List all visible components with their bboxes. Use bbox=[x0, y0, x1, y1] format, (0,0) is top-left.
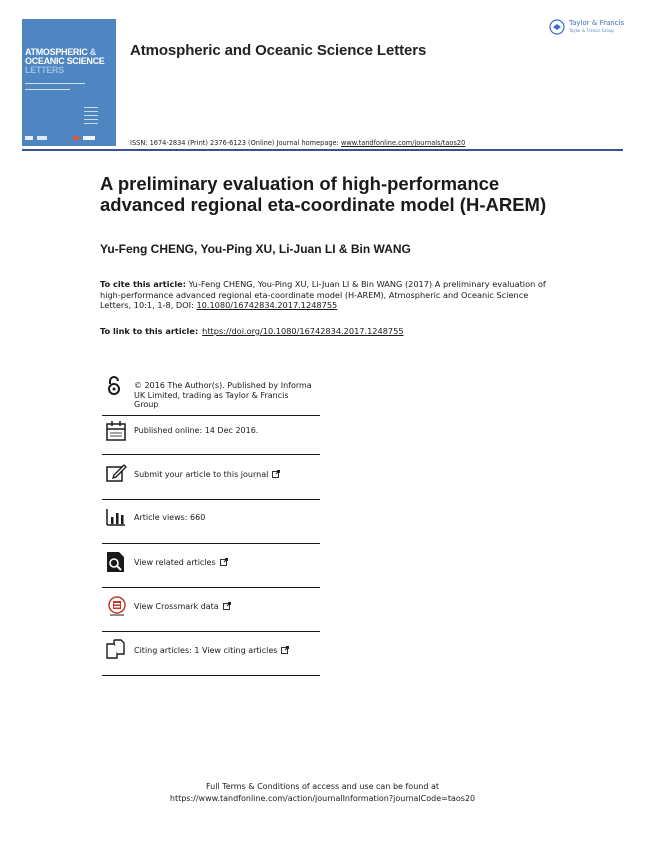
license-text bbox=[134, 381, 312, 410]
external-link-icon bbox=[272, 470, 280, 478]
related-articles-link[interactable] bbox=[134, 558, 228, 568]
journal-cover-image bbox=[22, 19, 116, 146]
citation-block bbox=[100, 279, 550, 311]
cover-logos bbox=[25, 136, 113, 140]
cite-text: Yu-Feng CHENG, You-Ping XU, Li-Juan LI & Bin WANG (2017) A preliminary evaluation of high-performance advanced regional eta-coordinate model (H-AREM), Atmospheric and Oceanic Science Letters, 10:1, 1-8, DOI: bbox=[100, 279, 546, 310]
row-divider bbox=[102, 587, 320, 588]
publisher-tagline: Taylor & Francis Group bbox=[569, 28, 614, 33]
cover-title-line3: LETTERS bbox=[25, 65, 64, 75]
cite-label: To cite this article: bbox=[100, 279, 186, 289]
issn-line bbox=[130, 139, 465, 147]
cover-decoration bbox=[25, 89, 70, 90]
crossmark-link[interactable] bbox=[134, 602, 231, 612]
citing-articles-link[interactable] bbox=[134, 646, 289, 656]
crossmark-icon bbox=[106, 595, 128, 617]
cover-decoration bbox=[25, 83, 85, 84]
license-text-line: UK Limited, trading as Taylor & Francis bbox=[134, 390, 289, 400]
license-text-line: Group bbox=[134, 400, 159, 409]
external-link-icon bbox=[281, 646, 289, 654]
submit-article-label: Submit your article to this journal bbox=[134, 470, 269, 479]
citing-articles-icon bbox=[105, 638, 127, 660]
cover-title-line2: OCEANIC SCIENCE bbox=[25, 56, 105, 66]
cover-title-amp: & bbox=[89, 47, 96, 57]
publisher-logo-icon bbox=[549, 19, 565, 35]
header-rule bbox=[22, 149, 623, 151]
row-divider bbox=[102, 454, 320, 455]
row-divider bbox=[102, 499, 320, 500]
article-doi-link[interactable]: https://doi.org/10.1080/16742834.2017.1248755 bbox=[202, 326, 404, 336]
citing-articles-label: Citing articles: 1 View citing articles bbox=[134, 646, 278, 655]
link-label: To link to this article: bbox=[100, 326, 199, 336]
row-divider bbox=[102, 543, 320, 544]
issn-text: ISSN: 1674-2834 (Print) 2376-6123 (Online) Journal homepage: bbox=[130, 139, 341, 147]
cover-title-line1: ATMOSPHERIC bbox=[25, 47, 88, 57]
search-document-icon bbox=[105, 551, 127, 573]
edit-icon bbox=[105, 462, 127, 484]
footer-terms-link[interactable]: https://www.tandfonline.com/action/journalInformation?journalCode=taos20 bbox=[169, 794, 476, 803]
published-online: Published online: 14 Dec 2016. bbox=[134, 426, 259, 435]
journal-title[interactable]: Atmospheric and Oceanic Science Letters bbox=[130, 42, 427, 59]
row-divider bbox=[102, 415, 320, 416]
license-text-line: © 2016 The Author(s). Published by Informa bbox=[134, 381, 312, 390]
publisher-logo[interactable] bbox=[549, 18, 629, 38]
footer-terms: Full Terms & Conditions of access and use can be found at bbox=[205, 782, 439, 791]
publisher-name: Taylor & Francis bbox=[569, 19, 625, 27]
crossmark-label: View Crossmark data bbox=[134, 602, 219, 611]
open-access-icon bbox=[104, 375, 126, 397]
article-title: A preliminary evaluation of high-performance advanced regional eta-coordinate model (H-AREM) bbox=[100, 173, 547, 215]
article-link-line bbox=[100, 326, 404, 336]
related-articles-label: View related articles bbox=[134, 558, 216, 567]
article-views: Article views: 660 bbox=[134, 513, 206, 522]
row-divider bbox=[102, 675, 320, 676]
bar-chart-icon bbox=[105, 506, 127, 528]
journal-homepage-link[interactable]: www.tandfonline.com/journals/taos20 bbox=[340, 139, 466, 147]
row-divider bbox=[102, 631, 320, 632]
external-link-icon bbox=[220, 558, 228, 566]
calendar-icon bbox=[105, 420, 127, 442]
external-link-icon bbox=[223, 602, 231, 610]
cover-title bbox=[25, 48, 105, 75]
cover-decoration bbox=[84, 107, 98, 127]
submit-article-link[interactable] bbox=[134, 470, 280, 480]
article-authors: Yu-Feng CHENG, You-Ping XU, Li-Juan LI & Bin WANG bbox=[100, 242, 411, 256]
cite-doi-link[interactable]: 10.1080/16742834.2017.1248755 bbox=[196, 300, 338, 310]
